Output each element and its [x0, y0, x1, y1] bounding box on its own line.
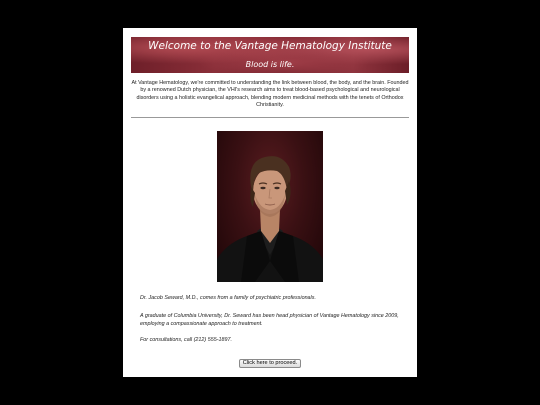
doctor-portrait	[217, 131, 323, 282]
header-banner	[131, 37, 409, 73]
bio-contact: For consultations, call (212) 555-1897.	[140, 337, 232, 343]
intro-paragraph: At Vantage Hematology, we're committed to understanding the link between blood, the body, and the brain. Founded by a renowned Dutch physician, the VHI's research aims to treat blood-based psychological and neurological disorders using a holistic evangelical approach, blending modern medicinal methods with the tenets of Orthodox Christianity.	[131, 80, 409, 108]
bio-education: A graduate of Columbia University, Dr. Seward has been head physician of Vantage Hematology since 2009, employing a compassionate approach to treatment.	[140, 313, 399, 327]
portrait-image	[217, 131, 323, 282]
content-page	[123, 28, 417, 377]
tagline: Blood is life.	[245, 60, 295, 69]
bio-intro: Dr. Jacob Seward, M.D., comes from a family of psychiatric professionals.	[140, 295, 316, 301]
divider	[131, 117, 409, 118]
proceed-button[interactable]: Click here to proceed.	[239, 359, 301, 368]
page-title: Welcome to the Vantage Hematology Institute	[148, 40, 392, 52]
